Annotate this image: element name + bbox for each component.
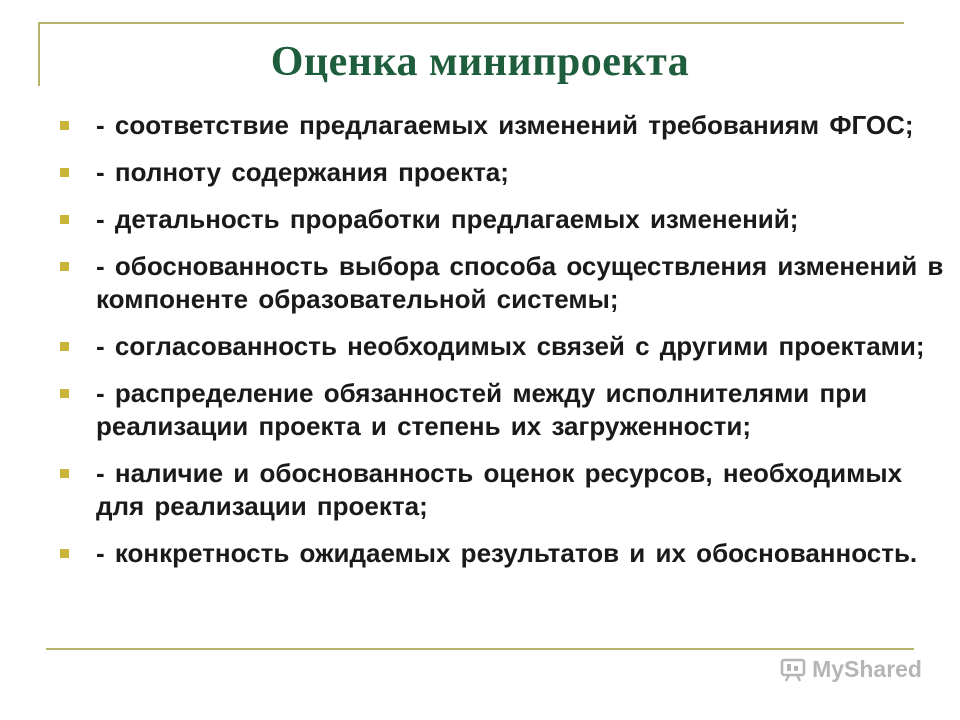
list-item (58, 250, 948, 316)
list-item (58, 457, 948, 523)
square-bullet-icon (60, 215, 69, 224)
list-item-text: - полноту содержания проекта; (96, 157, 509, 187)
list-item (58, 537, 948, 570)
list-item-text: - детальность проработки предлагаемых изменений; (96, 204, 799, 234)
square-bullet-icon (60, 121, 69, 130)
watermark (780, 656, 922, 683)
square-bullet-icon (60, 389, 69, 398)
frame-bottom-line (46, 648, 914, 650)
list-item (58, 330, 948, 363)
list-item-text: - согласованность необходимых связей с другими проектами; (96, 331, 925, 361)
list-item (58, 156, 948, 189)
frame-top-line (38, 22, 904, 24)
square-bullet-icon (60, 549, 69, 558)
square-bullet-icon (60, 262, 69, 271)
list-item-text: - наличие и обоснованность оценок ресурсов, необходимых для реализации проекта; (96, 458, 903, 521)
list-item-text: - обоснованность выбора способа осуществления изменений в компоненте образовательной системы; (96, 251, 944, 314)
criteria-list (58, 109, 948, 584)
list-item (58, 109, 948, 142)
list-item-text: - конкретность ожидаемых результатов и их обоснованность. (96, 538, 918, 568)
presentation-icon (780, 657, 806, 683)
list-item (58, 203, 948, 236)
list-item-text: - распределение обязанностей между исполнителями при реализации проекта и степень их загруженности; (96, 378, 868, 441)
square-bullet-icon (60, 342, 69, 351)
watermark-text: MyShared (812, 656, 922, 682)
list-item (58, 377, 948, 443)
list-item-text: - соответствие предлагаемых изменений требованиям ФГОС; (96, 110, 914, 140)
square-bullet-icon (60, 168, 69, 177)
square-bullet-icon (60, 469, 69, 478)
slide-title: Оценка минипроекта (270, 39, 690, 85)
